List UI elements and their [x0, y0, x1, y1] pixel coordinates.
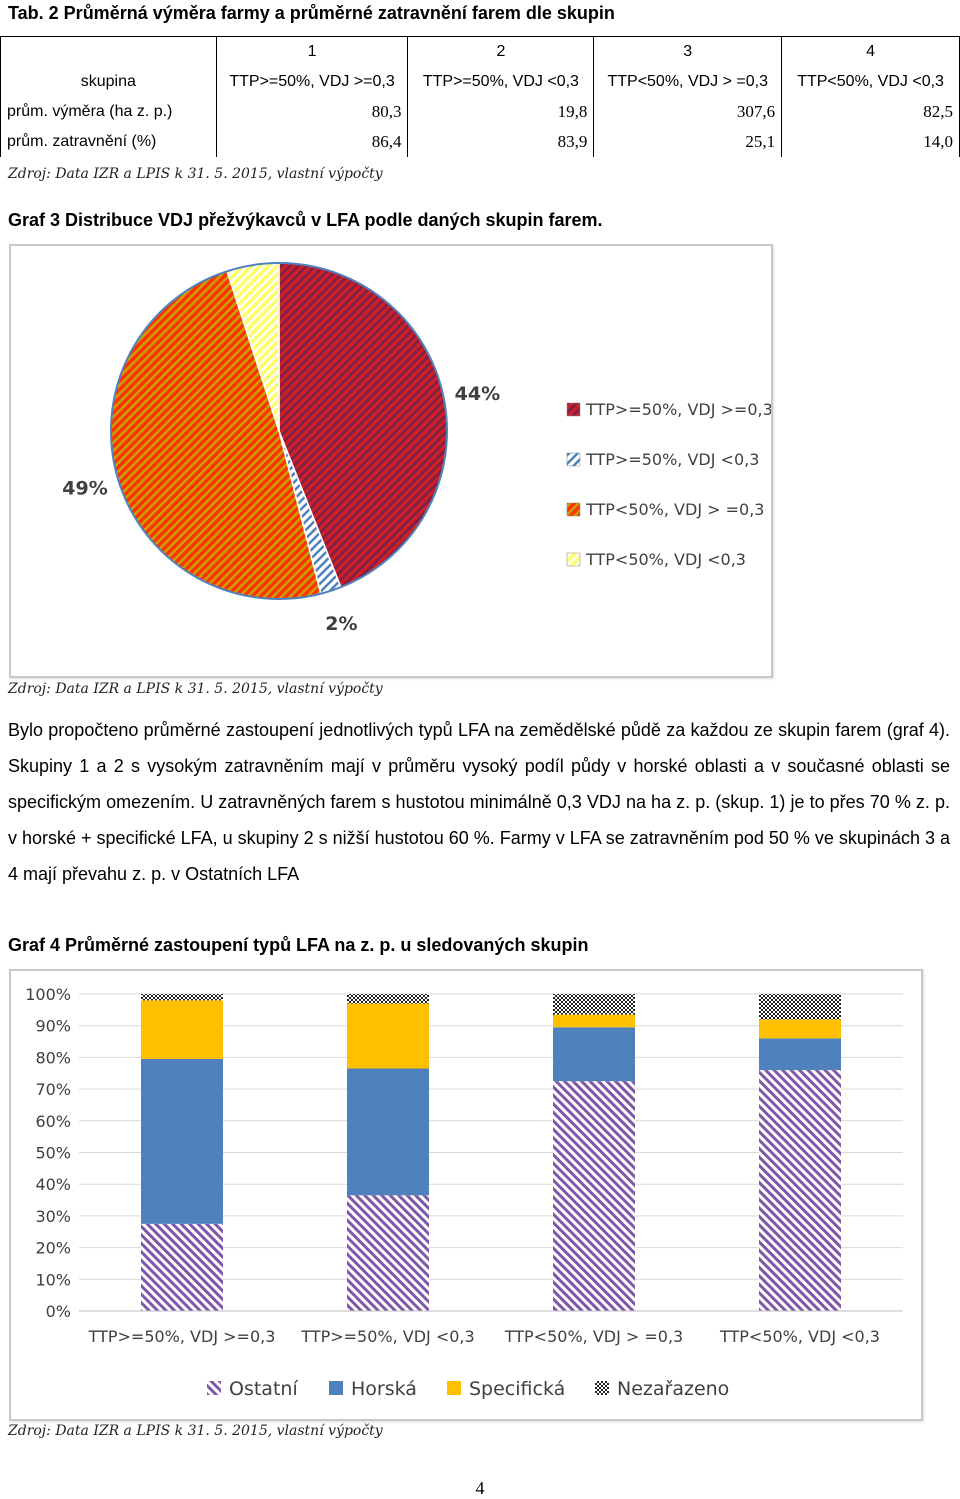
bar-chart-frame — [9, 969, 923, 1421]
y-tick-label: 70% — [35, 1080, 71, 1100]
bar-chart — [11, 971, 921, 1419]
grass-value: 25,1 — [594, 127, 782, 157]
table-source: Zdroj: Data IZR a LPIS k 31. 5. 2015, vlastní výpočty — [8, 166, 383, 182]
legend-label: Ostatní — [229, 1378, 298, 1400]
y-tick-label: 20% — [35, 1238, 71, 1258]
y-tick-label: 30% — [35, 1206, 71, 1226]
legend-label: Specifická — [469, 1378, 566, 1400]
legend-label: TTP>=50%, VDJ <0,3 — [586, 450, 760, 469]
area-value: 307,6 — [594, 97, 782, 127]
legend-label: TTP<50%, VDJ <0,3 — [586, 550, 746, 569]
table-title: Tab. 2 Průměrná výměra farmy a průměrné zatravnění farem dle skupin — [8, 3, 615, 23]
pie-chart — [11, 246, 771, 676]
bar-segment-nezarazeno — [347, 994, 429, 1004]
group-number: 1 — [216, 37, 408, 68]
bar-segment-specificka — [759, 1019, 841, 1038]
legend-swatch — [207, 1381, 221, 1395]
bar-segment-horska — [759, 1038, 841, 1070]
bar-segment-ostatni — [141, 1224, 223, 1311]
bar-segment-horska — [347, 1068, 429, 1195]
legend-swatch — [329, 1381, 343, 1395]
grass-value: 14,0 — [782, 127, 960, 157]
group-number: 2 — [408, 37, 594, 68]
area-value: 80,3 — [216, 97, 408, 127]
graph4-source: Zdroj: Data IZR a LPIS k 31. 5. 2015, vlastní výpočty — [8, 1423, 383, 1439]
pie-data-label: 49% — [62, 477, 108, 500]
table-corner-cell — [1, 37, 217, 68]
group-label: TTP<50%, VDJ <0,3 — [782, 67, 960, 97]
bar-segment-ostatni — [759, 1070, 841, 1311]
group-table — [0, 36, 960, 157]
legend-label: TTP<50%, VDJ > =0,3 — [586, 500, 765, 519]
row-label: prům. výměra (ha z. p.) — [1, 97, 217, 127]
legend-label: TTP>=50%, VDJ >=0,3 — [586, 400, 771, 419]
legend-swatch — [567, 403, 580, 416]
y-tick-label: 80% — [35, 1048, 71, 1068]
bar-segment-horska — [141, 1059, 223, 1224]
page-number: 4 — [475, 1478, 485, 1498]
bar-segment-horska — [553, 1027, 635, 1081]
graph3-title: Graf 3 Distribuce VDJ přežvýkavců v LFA podle daných skupin farem. — [8, 210, 603, 230]
y-tick-label: 60% — [35, 1111, 71, 1131]
legend-label: Nezařazeno — [617, 1378, 730, 1400]
legend-swatch — [595, 1381, 609, 1395]
group-label: TTP>=50%, VDJ <0,3 — [408, 67, 594, 97]
graph4-title: Graf 4 Průměrné zastoupení typů LFA na z. p. u sledovaných skupin — [8, 935, 589, 955]
legend-swatch — [567, 503, 580, 516]
table-row — [1, 67, 960, 97]
y-tick-label: 10% — [35, 1270, 71, 1290]
bar-segment-ostatni — [553, 1081, 635, 1311]
pie-data-label: 2% — [325, 613, 358, 636]
graph3-source: Zdroj: Data IZR a LPIS k 31. 5. 2015, vlastní výpočty — [8, 681, 383, 697]
group-number: 3 — [594, 37, 782, 68]
bar-segment-specificka — [553, 1015, 635, 1028]
pie-chart-frame — [9, 244, 773, 678]
legend-swatch — [567, 553, 580, 566]
table-row — [1, 97, 960, 127]
y-tick-label: 100% — [25, 985, 71, 1004]
row-label: prům. zatravnění (%) — [1, 127, 217, 157]
group-label: TTP>=50%, VDJ >=0,3 — [216, 67, 408, 97]
legend-label: Horská — [351, 1378, 417, 1400]
x-tick-label: TTP>=50%, VDJ <0,3 — [301, 1327, 475, 1346]
bar-segment-specificka — [141, 1000, 223, 1059]
table-header-row — [1, 37, 960, 68]
table-row — [1, 127, 960, 157]
legend-swatch — [567, 453, 580, 466]
y-tick-label: 90% — [35, 1016, 71, 1036]
group-number: 4 — [782, 37, 960, 68]
pie-data-label: 44% — [454, 383, 501, 406]
bar-segment-specificka — [347, 1004, 429, 1069]
legend-swatch — [447, 1381, 461, 1395]
y-tick-label: 0% — [45, 1302, 71, 1321]
x-tick-label: TTP<50%, VDJ <0,3 — [720, 1327, 880, 1346]
grass-value: 83,9 — [408, 127, 594, 157]
x-tick-label: TTP>=50%, VDJ >=0,3 — [88, 1327, 276, 1346]
body-paragraph: Bylo propočteno průměrné zastoupení jednotlivých typů LFA na zemědělské půdě za každou ze skupin farem (graf 4). Skupiny 1 a 2 s vysokým zatravněním mají v průměru vysoký podíl půdy v horské oblasti a v současné oblasti se specifickým omezením. U zatravněných farem s hustotou minimálně 0,3 VDJ na ha z. p. (skup. 1) je to přes 70 % z. p. v horské + specifické LFA, u skupiny 2 s nižší hustotou 60 %. Farmy v LFA se zatravněním pod 50 % ve skupinách 3 a 4 mají převahu z. p. v Ostatních LFA — [8, 720, 950, 884]
row-label: skupina — [1, 67, 217, 97]
area-value: 19,8 — [408, 97, 594, 127]
bar-segment-ostatni — [347, 1195, 429, 1311]
bar-segment-nezarazeno — [759, 994, 841, 1019]
bar-segment-nezarazeno — [553, 994, 635, 1015]
grass-value: 86,4 — [216, 127, 408, 157]
y-tick-label: 50% — [35, 1143, 71, 1163]
group-label: TTP<50%, VDJ > =0,3 — [594, 67, 782, 97]
area-value: 82,5 — [782, 97, 960, 127]
y-tick-label: 40% — [35, 1175, 71, 1195]
bar-segment-nezarazeno — [141, 994, 223, 1000]
x-tick-label: TTP<50%, VDJ > =0,3 — [504, 1327, 684, 1346]
